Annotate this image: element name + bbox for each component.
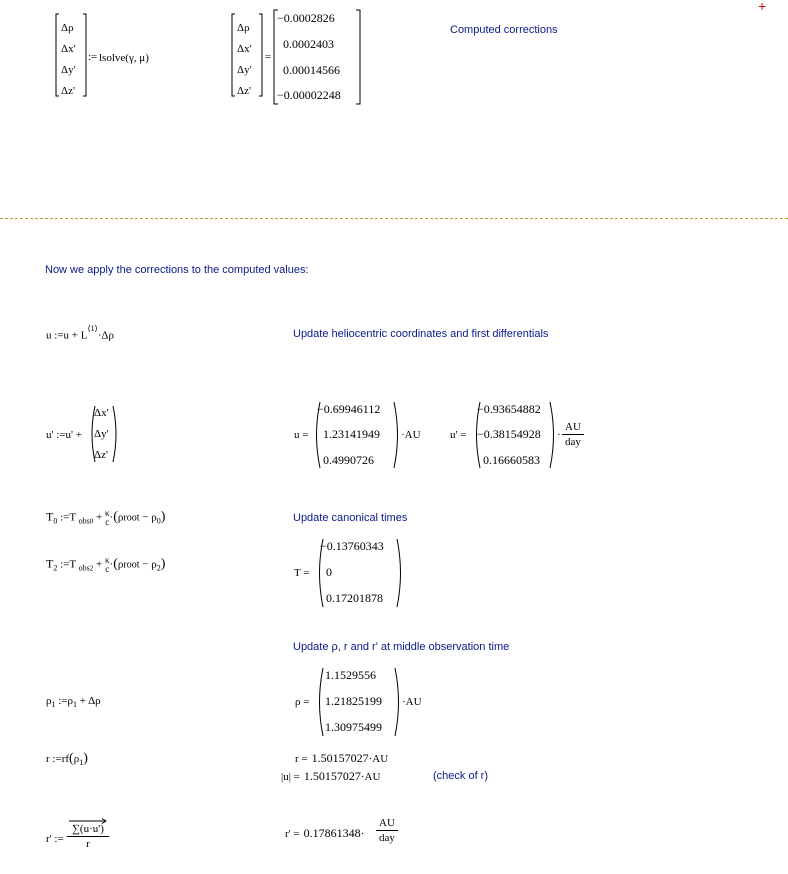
rprime-update-lhs[interactable]	[46, 833, 64, 845]
lhs: u'	[46, 429, 54, 441]
rhs: ·Δρ	[97, 329, 114, 342]
note-update-rho[interactable]: Update ρ, r and r' at middle observation time	[293, 641, 510, 653]
subscript: 1	[51, 700, 56, 710]
unit-denominator: day	[379, 832, 395, 844]
lhs: r	[46, 753, 50, 765]
r-result[interactable]	[295, 749, 388, 767]
vector-value: 0.17201878	[326, 591, 383, 605]
assign-operator: :=	[60, 558, 70, 571]
unit-au-per-day	[376, 816, 398, 845]
vector-value: −0.69946112	[317, 402, 381, 416]
abs-u-result[interactable]	[281, 767, 380, 785]
subscript: root	[123, 559, 140, 571]
subscript: 1	[79, 758, 84, 768]
subscript: 2	[53, 563, 58, 573]
vector-row: Δy'	[94, 428, 109, 440]
fraction-denominator: c	[105, 564, 110, 574]
vector-row: Δx'	[61, 43, 76, 55]
lsolve-call[interactable]: lsolve(γ, μ)	[99, 52, 149, 64]
region-divider	[0, 218, 788, 219]
rho1-update-equation[interactable]	[46, 695, 101, 709]
lhs: T	[46, 556, 54, 571]
equals-sign: =	[265, 51, 272, 63]
lhs: r'	[46, 833, 52, 845]
unit-au: ·AU	[402, 696, 422, 708]
term: ρ	[151, 558, 157, 571]
matrix-value: −0.0002826	[277, 11, 335, 25]
assign-operator: :=	[52, 753, 62, 765]
t0-update-equation[interactable]: $T_0$ :=T $_{obs0}$ + κ c ·(ρroot − $\rho_0$)	[46, 508, 166, 527]
vector-value: 0.4990726	[323, 453, 374, 467]
rhs: + Δρ	[79, 695, 101, 707]
lhs: ρ	[46, 695, 52, 707]
argument: ρ	[73, 753, 80, 765]
lhs: u	[46, 329, 52, 342]
unit-dot: ·	[557, 429, 561, 441]
rho-result-lhs: ρ =	[295, 696, 310, 708]
t-result-lhs: T =	[294, 567, 310, 579]
note-apply-corrections[interactable]: Now we apply the corrections to the computed values:	[45, 264, 309, 276]
matrix-value: 0.00014566	[283, 63, 340, 77]
assign-operator: :=	[88, 51, 98, 63]
subscript: 2	[156, 563, 161, 573]
vector-row: Δz'	[237, 85, 251, 97]
fraction	[105, 556, 110, 574]
matrix-value: −0.00002248	[277, 88, 341, 102]
term: T	[69, 558, 76, 571]
unit-au-per-day	[562, 420, 584, 449]
subscript: obs	[78, 516, 90, 526]
lhs: r' =	[285, 828, 300, 840]
subscript: obs	[78, 563, 90, 573]
unit-numerator: AU	[376, 816, 398, 831]
vector-row: Δρ	[61, 22, 74, 34]
unit-au: ·AU	[401, 429, 421, 441]
unit-au: ·AU	[368, 753, 389, 765]
vector-value: 1.21825199	[325, 694, 382, 708]
vector-value: −0.38154928	[477, 427, 541, 441]
matrix-value: 0.0002403	[283, 37, 334, 51]
minus-sign: −	[142, 558, 149, 571]
vector-value: 0.16660583	[483, 453, 540, 467]
region-marker: +	[758, 0, 767, 14]
value: 1.50157027	[311, 751, 369, 765]
fraction-numerator: κ	[104, 508, 110, 518]
vector-row: Δx'	[94, 407, 109, 419]
rhs: u' +	[65, 429, 82, 441]
plus-sign: +	[96, 558, 103, 571]
vector-value: 1.1529556	[325, 668, 376, 682]
r-update-equation[interactable]: r $:=rf(\rho_1)$	[46, 751, 88, 768]
vector-value: 0	[326, 565, 332, 579]
rprime-fraction[interactable]	[67, 818, 109, 851]
note-update-heliocentric[interactable]: Update heliocentric coordinates and first differentials	[293, 328, 549, 340]
subscript: 0	[53, 516, 58, 526]
note-update-times[interactable]: Update canonical times	[293, 512, 408, 524]
subscript: 0	[156, 516, 161, 526]
uprime-result-vector[interactable]	[473, 400, 557, 470]
vector-row: Δx'	[237, 43, 252, 55]
fraction-denominator: c	[105, 517, 110, 527]
uprime-update-lhs[interactable]	[46, 429, 82, 441]
vector-row: Δρ	[237, 22, 250, 34]
unit-au: ·AU	[360, 771, 381, 783]
rho-result-vector[interactable]	[316, 666, 402, 738]
t2-update-equation[interactable]: $T_2$ :=T $_{obs2}$ + κ c ·(ρroot − $\rho_2$)	[46, 555, 166, 574]
fraction-numerator: ∑(u·u')	[67, 822, 109, 837]
uprime-result-lhs: u' =	[450, 429, 467, 441]
value: 1.50157027	[303, 769, 361, 783]
u-result-lhs: u =	[294, 429, 309, 441]
u-result-vector[interactable]	[313, 400, 401, 470]
term: ρ	[67, 695, 74, 707]
vector-value: 1.30975499	[325, 720, 382, 734]
rhs: u + L	[63, 329, 88, 342]
subscript: 2	[89, 564, 94, 573]
superscript: ⟨1⟩	[87, 324, 98, 333]
t-result-vector[interactable]	[316, 537, 404, 609]
plus-sign: +	[96, 511, 103, 524]
fraction-numerator: κ	[104, 555, 110, 565]
vector-value: 1.23141949	[323, 427, 380, 441]
u-update-equation[interactable]	[46, 324, 114, 342]
vector-row: Δz'	[61, 85, 75, 97]
subscript: 0	[89, 517, 94, 526]
assign-operator: :=	[56, 429, 66, 441]
lhs: T	[46, 509, 54, 524]
vector-row: Δy'	[237, 64, 252, 76]
vector-row: Δy'	[61, 64, 76, 76]
vector-value: −0.93654882	[477, 402, 541, 416]
vector-value: −0.13760343	[320, 539, 384, 553]
rprime-result[interactable]: r' = 0.17861348·	[285, 826, 365, 840]
note-check-r[interactable]: (check of r)	[433, 770, 489, 782]
assign-operator: :=	[58, 695, 68, 707]
lhs: |u| =	[281, 771, 300, 783]
uprime-delta-vector[interactable]	[89, 404, 119, 464]
correction-vector-lhs[interactable]	[231, 12, 263, 98]
term: ρ	[117, 558, 124, 571]
minus-sign: −	[142, 511, 149, 524]
fraction-denominator: r	[86, 838, 90, 850]
subscript: root	[123, 512, 140, 524]
note-computed-corrections[interactable]: Computed corrections	[450, 24, 558, 36]
vectorize-arrow	[67, 818, 109, 824]
term: T	[69, 511, 76, 524]
unit-numerator: AU	[562, 420, 584, 435]
term: ρ	[151, 511, 157, 524]
assign-operator: :=	[54, 833, 64, 845]
lhs: r =	[295, 753, 308, 765]
value: 0.17861348	[303, 826, 361, 840]
assign-operator: :=	[54, 329, 64, 342]
vector-row: Δz'	[94, 449, 108, 461]
correction-vector[interactable]	[55, 12, 87, 98]
unit-denominator: day	[565, 436, 581, 448]
term: ρ	[117, 511, 124, 524]
assign-operator: :=	[60, 511, 70, 524]
fraction	[105, 509, 110, 527]
function-name: rf	[61, 753, 70, 765]
correction-result-matrix[interactable]	[273, 8, 361, 106]
subscript: 1	[73, 700, 78, 710]
